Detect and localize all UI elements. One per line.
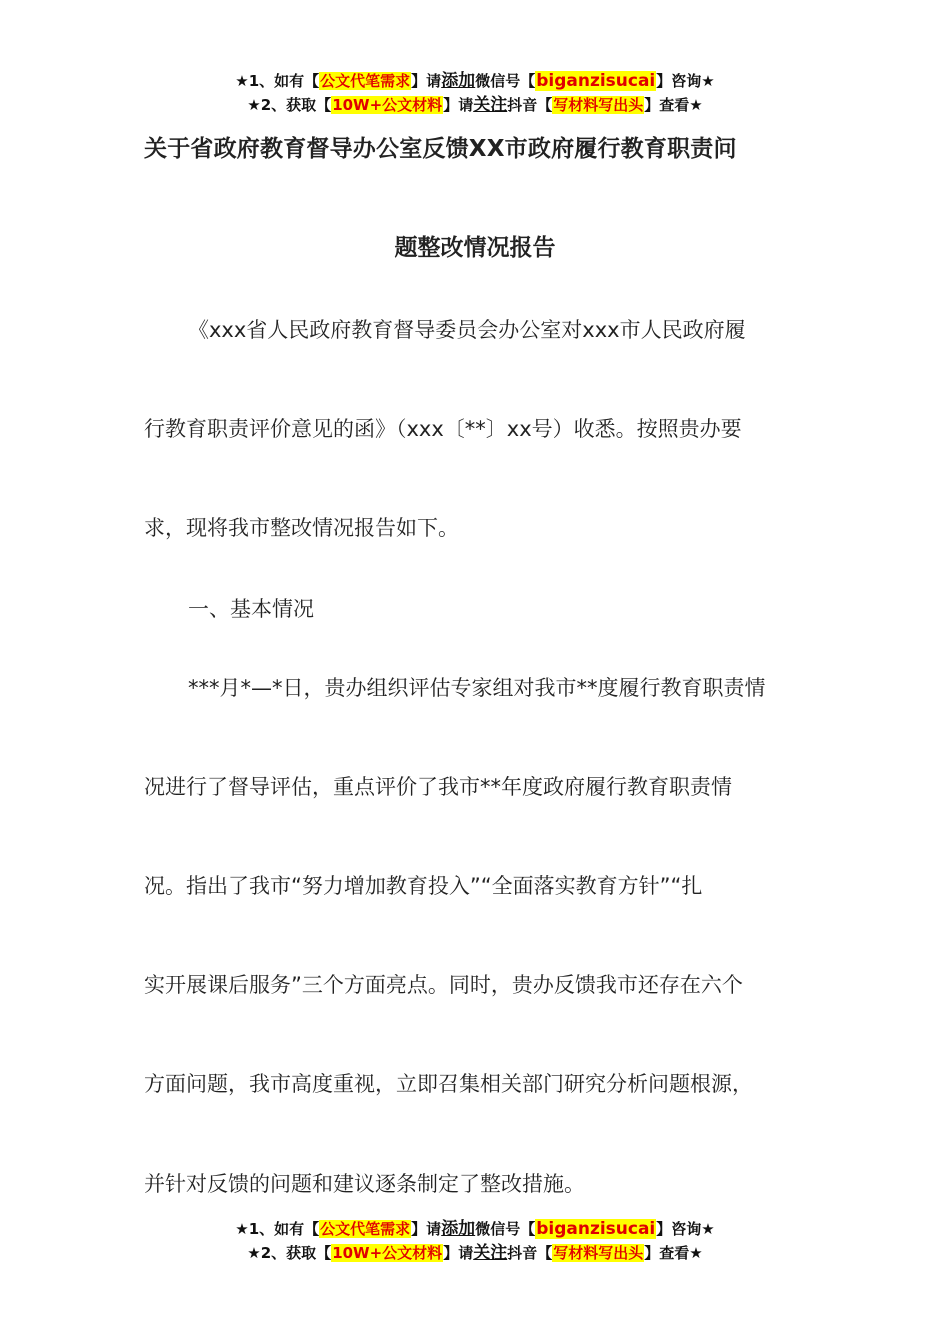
banner-line-1: ★1、如有【公文代笔需求】请添加微信号【biganzisucai】咨询★ — [235, 1219, 715, 1239]
highlight-douyin-account: 写材料写出头 — [553, 96, 644, 114]
banner-line-2: ★2、获取【10W+公文材料】请关注抖音【写材料写出头】查看★ — [247, 1243, 703, 1263]
highlight-materials: 10W+公文材料 — [332, 96, 443, 114]
section-heading: 一、基本情况 — [188, 597, 314, 621]
highlight-ghostwriting: 公文代笔需求 — [320, 1220, 411, 1238]
highlight-wechat-id: biganzisucai — [536, 71, 656, 91]
banner-line-2: ★2、获取【10W+公文材料】请关注抖音【写材料写出头】查看★ — [247, 95, 703, 115]
document-title-line-1: 关于省政府教育督导办公室反馈XX市政府履行教育职责问 — [144, 136, 737, 162]
body-line: 《xxx省人民政府教育督导委员会办公室对xxx市人民政府履 — [188, 318, 746, 342]
body-line: 行教育职责评价意见的函》（xxx〔**〕xx号）收悉。按照贵办要 — [144, 417, 742, 441]
header-banner — [0, 69, 950, 117]
body-line: 并针对反馈的问题和建议逐条制定了整改措施。 — [144, 1172, 585, 1196]
body-line: 求，现将我市整改情况报告如下。 — [144, 516, 459, 540]
body-line: 方面问题，我市高度重视，立即召集相关部门研究分析问题根源， — [144, 1072, 753, 1096]
document-title-line-2: 题整改情况报告 — [394, 235, 556, 261]
footer-banner — [0, 1217, 950, 1265]
highlight-ghostwriting: 公文代笔需求 — [320, 72, 411, 90]
highlight-materials: 10W+公文材料 — [332, 1244, 443, 1262]
body-line: ***月*—*日，贵办组织评估专家组对我市**度履行教育职责情 — [188, 676, 766, 700]
banner-line-1: ★1、如有【公文代笔需求】请添加微信号【biganzisucai】咨询★ — [235, 71, 715, 91]
body-line: 实开展课后服务”三个方面亮点。同时，贵办反馈我市还存在六个 — [144, 973, 743, 997]
body-line: 况。指出了我市“努力增加教育投入”“全面落实教育方针”“扎 — [144, 874, 703, 898]
highlight-wechat-id: biganzisucai — [536, 1219, 656, 1239]
highlight-douyin-account: 写材料写出头 — [553, 1244, 644, 1262]
body-line: 况进行了督导评估，重点评价了我市**年度政府履行教育职责情 — [144, 775, 732, 799]
